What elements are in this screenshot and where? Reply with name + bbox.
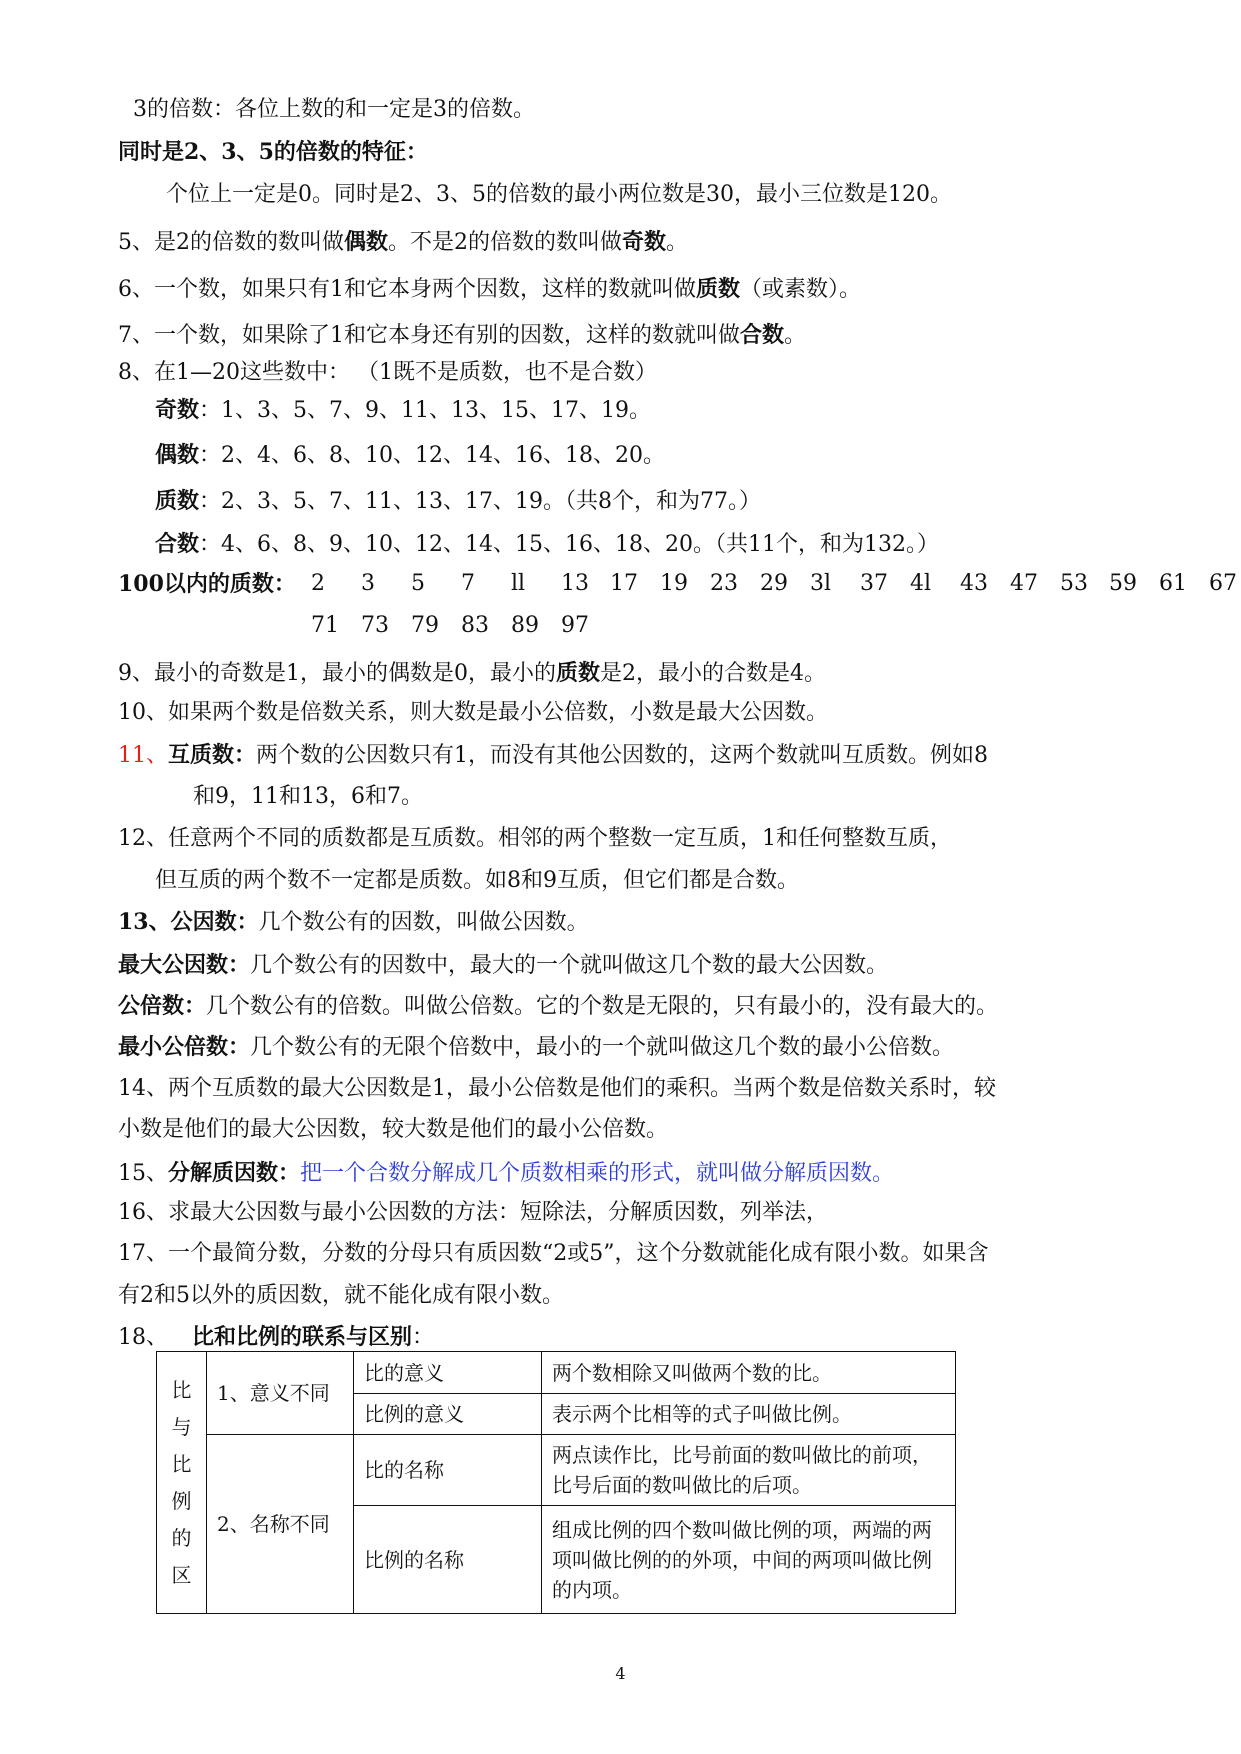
text: ： bbox=[412, 1325, 435, 1350]
prime-number: 67 bbox=[1209, 571, 1237, 596]
text: 两个数的公因数只有1，而没有其他公因数的，这两个数就叫互质数。例如8 bbox=[256, 743, 989, 768]
prime-number: 23 bbox=[710, 571, 738, 596]
line-17-finite-decimal: 17、一个最简分数，分数的分母只有质因数“2或5”，这个分数就能化成有限小数。如果含 bbox=[118, 1241, 989, 1266]
table-row bbox=[157, 1435, 956, 1506]
label-primes-under-100: 100以内的质数： bbox=[118, 571, 296, 597]
term-odd: 奇数 bbox=[622, 229, 667, 255]
term-lcm: 最小公倍数： bbox=[118, 1034, 251, 1060]
prime-number: 37 bbox=[860, 571, 888, 596]
line-18-ratio-proportion bbox=[118, 1323, 434, 1352]
prime-number: 2 bbox=[311, 571, 325, 596]
line-12-continued: 但互质的两个数不一定都是质数。如8和9互质，但它们都是合数。 bbox=[155, 868, 799, 893]
line-common-multiple bbox=[118, 992, 998, 1021]
text: 几个数公有的因数，叫做公因数。 bbox=[258, 910, 589, 935]
text: 几个数公有的因数中，最大的一个就叫做这几个数的最大公因数。 bbox=[250, 953, 889, 978]
line-14-coprime-gcf-lcm: 14、两个互质数的最大公因数是1，最小公倍数是他们的乘积。当两个数是倍数关系时，较 bbox=[118, 1076, 996, 1101]
prime-number: 73 bbox=[361, 613, 389, 638]
prime-number: 89 bbox=[511, 613, 539, 638]
prime-number: 47 bbox=[1010, 571, 1038, 596]
text: 几个数公有的无限个倍数中，最小的一个就叫做这几个数的最小公倍数。 bbox=[250, 1035, 955, 1060]
side-char: 与 bbox=[171, 1414, 192, 1439]
side-char: 的 bbox=[171, 1525, 192, 1550]
text: ：2、3、5、7、11、13、17、19。（共8个，和为77。） bbox=[199, 489, 761, 514]
line-11-examples: 和9，11和13，6和7。 bbox=[193, 784, 423, 809]
prime-number: 4l bbox=[910, 571, 932, 596]
prime-number: 79 bbox=[411, 613, 439, 638]
term-common-factor: 13、公因数： bbox=[118, 909, 259, 935]
term-ratio-proportion: 比和比例的联系与区别 bbox=[192, 1324, 413, 1350]
prime-number: 61 bbox=[1159, 571, 1187, 596]
table-cell-item: 比的意义 bbox=[354, 1352, 542, 1394]
text: ：1、3、5、7、9、11、13、15、17、19。 bbox=[199, 398, 651, 423]
line-ones-digit-zero: 个位上一定是0。同时是2、3、5的倍数的最小两位数是30，最小三位数是120。 bbox=[166, 182, 952, 207]
line-odd-numbers bbox=[155, 396, 651, 425]
prime-number: 43 bbox=[960, 571, 988, 596]
line-10-multiple-relation: 10、如果两个数是倍数关系，则大数是最小公倍数，小数是最大公因数。 bbox=[118, 700, 828, 725]
table-cell-desc: 表示两个比相等的式子叫做比例。 bbox=[542, 1394, 956, 1435]
line-6-prime bbox=[118, 275, 861, 304]
table-cell-desc: 组成比例的四个数叫做比例的项，两端的两项叫做比例的的外项，中间的两项叫做比例的内项。 bbox=[542, 1506, 956, 1614]
text: 7、一个数，如果除了1和它本身还有别的因数，这样的数就叫做 bbox=[118, 323, 740, 348]
line-15-prime-factorization bbox=[118, 1159, 894, 1188]
prime-number: 5 bbox=[411, 571, 425, 596]
text: 9、最小的奇数是1，最小的偶数是0，最小的 bbox=[118, 661, 556, 686]
term-prime: 质数 bbox=[556, 660, 601, 686]
line-gcf bbox=[118, 951, 888, 980]
line-prime-numbers bbox=[155, 487, 761, 516]
line-multiple-of-3: 3的倍数：各位上数的和一定是3的倍数。 bbox=[133, 97, 535, 122]
text: 。不是2的倍数的数叫做 bbox=[388, 230, 623, 255]
table-group-meaning: 1、意义不同 bbox=[207, 1352, 354, 1435]
prime-number: 13 bbox=[561, 571, 589, 596]
line-9-smallest bbox=[118, 659, 826, 688]
side-char: 比 bbox=[171, 1377, 192, 1402]
label-odd: 奇数 bbox=[155, 397, 200, 423]
term-prime: 质数 bbox=[696, 276, 741, 302]
text: ：2、4、6、8、10、12、14、16、18、20。 bbox=[199, 443, 665, 468]
table-group-names: 2、名称不同 bbox=[207, 1435, 354, 1614]
text: 5、是2的倍数的数叫做 bbox=[118, 230, 344, 255]
term-gcf: 最大公因数： bbox=[118, 952, 251, 978]
heading-multiples-235: 同时是2、3、5的倍数的特征： bbox=[118, 139, 428, 165]
line-13-common-factor bbox=[118, 908, 589, 937]
label-prime: 质数 bbox=[155, 488, 200, 514]
table-cell-item: 比例的名称 bbox=[354, 1506, 542, 1614]
line-11-coprime bbox=[118, 741, 988, 770]
term-composite: 合数 bbox=[740, 322, 785, 348]
item-number-18: 18、 bbox=[118, 1325, 168, 1350]
line-14-continued: 小数是他们的最大公因数，较大数是他们的最小公倍数。 bbox=[118, 1117, 669, 1142]
line-7-composite bbox=[118, 321, 806, 350]
side-char: 比 bbox=[171, 1451, 192, 1476]
line-5-even-odd bbox=[118, 228, 688, 257]
text: （或素数）。 bbox=[740, 277, 862, 302]
table-cell-desc: 两个数相除又叫做两个数的比。 bbox=[542, 1352, 956, 1394]
definition-prime-factorization: 把一个合数分解成几个质数相乘的形式，就叫做分解质因数。 bbox=[300, 1161, 895, 1186]
prime-number: 7 bbox=[461, 571, 475, 596]
table-cell-item: 比的名称 bbox=[354, 1435, 542, 1506]
line-17-continued: 有2和5以外的质因数，就不能化成有限小数。 bbox=[118, 1283, 564, 1308]
page-number: 4 bbox=[615, 1664, 626, 1683]
text: 。 bbox=[784, 323, 807, 348]
line-12-coprime-facts: 12、任意两个不同的质数都是互质数。相邻的两个整数一定互质，1和任何整数互质， bbox=[118, 826, 952, 851]
term-even: 偶数 bbox=[344, 229, 389, 255]
prime-number: 17 bbox=[610, 571, 638, 596]
text: ：4、6、8、9、10、12、14、15、16、18、20。（共11个，和为132。） bbox=[199, 532, 939, 557]
prime-number: 83 bbox=[461, 613, 489, 638]
table-side-label bbox=[157, 1352, 207, 1614]
term-prime-factorization: 分解质因数： bbox=[168, 1160, 301, 1186]
prime-number: 59 bbox=[1109, 571, 1137, 596]
prime-number: 97 bbox=[561, 613, 589, 638]
table-cell-desc: 两点读作比，比号前面的数叫做比的前项，比号后面的数叫做比的后项。 bbox=[542, 1435, 956, 1506]
term-common-multiple: 公倍数： bbox=[118, 993, 207, 1019]
prime-number: 19 bbox=[660, 571, 688, 596]
prime-number: 29 bbox=[760, 571, 788, 596]
label-even: 偶数 bbox=[155, 442, 200, 468]
line-composite-numbers bbox=[155, 530, 939, 559]
ratio-proportion-table bbox=[156, 1351, 956, 1614]
table-cell-item: 比例的意义 bbox=[354, 1394, 542, 1435]
text: 。 bbox=[666, 230, 689, 255]
text: 是2，最小的合数是4。 bbox=[600, 661, 827, 686]
text: 6、一个数，如果只有1和它本身两个因数，这样的数就叫做 bbox=[118, 277, 696, 302]
line-lcm bbox=[118, 1033, 954, 1062]
prime-number: ll bbox=[511, 571, 526, 596]
side-char: 例 bbox=[171, 1488, 192, 1513]
text: 几个数公有的倍数。叫做公倍数。它的个数是无限的，只有最小的，没有最大的。 bbox=[206, 994, 999, 1019]
prime-number: 3 bbox=[361, 571, 375, 596]
prime-number: 71 bbox=[311, 613, 339, 638]
line-16-methods: 16、求最大公因数与最小公因数的方法：短除法，分解质因数，列举法， bbox=[118, 1200, 828, 1225]
side-char: 区 bbox=[171, 1562, 192, 1587]
term-coprime: 互质数： bbox=[168, 742, 257, 768]
item-number-15: 15、 bbox=[118, 1161, 168, 1186]
prime-number: 3l bbox=[810, 571, 832, 596]
item-number-11: 11、 bbox=[118, 743, 168, 768]
table-row bbox=[157, 1352, 956, 1394]
line-8-range: 8、在1—20这些数中： （1既不是质数，也不是合数） bbox=[118, 360, 657, 385]
prime-number: 53 bbox=[1060, 571, 1088, 596]
label-composite: 合数 bbox=[155, 531, 200, 557]
line-even-numbers bbox=[155, 441, 665, 470]
